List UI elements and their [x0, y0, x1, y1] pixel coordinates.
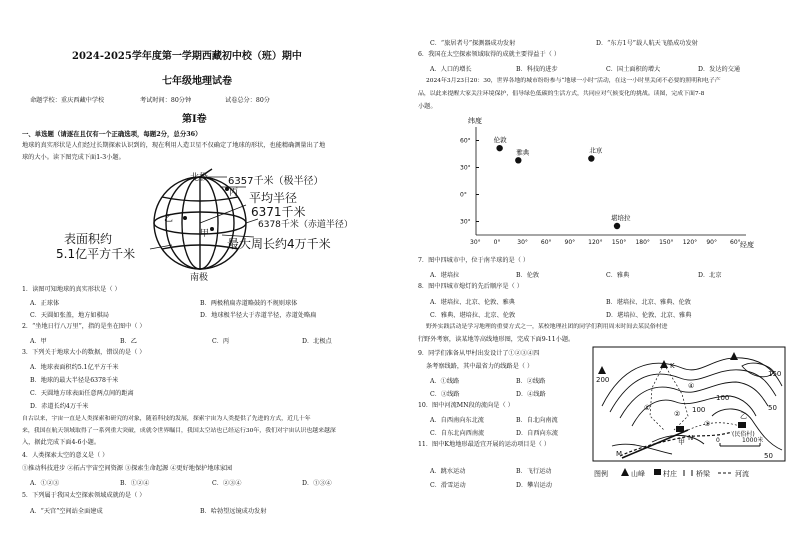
globe-circumference: 最大周长约4万千米: [227, 237, 331, 251]
q3-stem: 3．下列关于地球大小的数据，错误的是（ ）: [22, 349, 146, 356]
map-y-tick: 30°: [460, 164, 471, 172]
q10-option-b[interactable]: B．自北向南流: [516, 417, 558, 424]
globe-avg-value: 6371千米: [251, 205, 306, 219]
q4-option-b[interactable]: B．①②④: [120, 480, 150, 487]
globe-polar-radius: 6357千米（极半径）: [228, 176, 324, 187]
exam-title: 2024-2025学年度第一学期西藏初中校（班）期中: [72, 51, 302, 62]
q4-option-a[interactable]: A．①②③: [30, 480, 60, 487]
q11-option-a[interactable]: A．跳水运动: [430, 468, 466, 475]
q11-option-c[interactable]: C．滑雪运动: [430, 482, 466, 489]
globe-south-label: 南极: [190, 273, 209, 283]
q5-option-c[interactable]: C．“旅居者号”探测器成功发射: [430, 40, 516, 47]
globe-area-value: 5.1亿平方千米: [56, 247, 136, 261]
route-4: ④: [688, 382, 695, 390]
q9-option-a[interactable]: A．①线路: [430, 378, 460, 385]
map-x-tick: 120°: [588, 239, 603, 246]
q6-option-d[interactable]: D．发达的交通: [698, 66, 741, 73]
q2-option-d[interactable]: D．北极点: [302, 338, 332, 345]
q1-option-d[interactable]: D．地球极半径大于赤道半径，赤道处略扁: [200, 312, 317, 319]
part-heading: 一、单选题（请逐在且仅有一个正确选项，每题2分，总分36）: [22, 130, 202, 138]
intro3-line3: 小题。: [418, 103, 437, 110]
city-label: 堪培拉: [611, 214, 631, 222]
q5-option-d[interactable]: D．“东方1号”载人航天飞船成功发射: [596, 40, 698, 47]
city-point: [614, 223, 620, 229]
village-jia-icon: [676, 426, 684, 432]
q9-stem: 9．同学们准备从甲村出发设计了①②③④四: [418, 350, 540, 357]
scale-zero: 0: [716, 437, 720, 444]
map-x-tick: 150°: [611, 239, 627, 246]
intro1-line1: 地球的真实形状是人们经过长期探索认识到的，现在利用人造卫星不仅确定了地球的形状，也能精确测量出了地: [22, 142, 326, 149]
intro4-line1: 野外实践活动是学习地理的重要方式之一，某校地理社团的同学们利用周末时间去某民俗村进: [426, 324, 668, 330]
q6-stem: 6．我国在太空探索领域取得的成就主要得益于（ ）: [418, 51, 561, 58]
q7-option-c[interactable]: C．雅典: [606, 272, 630, 279]
intro2-line2: 来，我国在航天领域取得了一系列重大突破，成就令世界瞩目，我国太空站也已经运行30年，我们对宇宙认识也越来越深: [22, 428, 336, 434]
q2-option-c[interactable]: C．丙: [212, 338, 230, 345]
legend-title: 图例: [594, 470, 608, 478]
map-x-tick: 60°: [730, 239, 741, 246]
q10-option-d[interactable]: D．自西向东流: [516, 430, 559, 437]
q10-stem: 10．图中河流MN段的流向是（ ）: [418, 402, 514, 409]
q11-option-d[interactable]: D．攀岩运动: [516, 482, 552, 489]
city-label: 北京: [589, 146, 603, 155]
legend-peak-label: 山峰: [631, 470, 645, 478]
legend-village-icon: [654, 469, 661, 475]
map-x-tick: 0°: [493, 239, 501, 246]
city-point: [588, 155, 594, 161]
q4-option-c[interactable]: C．②③④: [212, 480, 242, 487]
intro2-line1: 自古以来，宇宙一直是人类探索和研究的对象，随着科技的发展，探索宇宙为人类提供了先进的方式，近几十年: [22, 416, 311, 422]
map-x-tick: 60°: [540, 239, 552, 246]
exam-subtitle: 七年级地理试卷: [162, 76, 232, 87]
map-x-tick: 90°: [706, 239, 718, 246]
legend-peak-icon: [621, 468, 629, 476]
city-point: [515, 157, 521, 163]
legend-bridge-icon: [684, 470, 692, 476]
scale-label: 1000米: [742, 437, 764, 444]
village-yi-label: 乙: [740, 412, 747, 420]
q7-option-a[interactable]: A．堪培拉: [430, 272, 460, 279]
q2-option-b[interactable]: B．乙: [120, 338, 137, 345]
exam-time: 考试时间：80分钟: [140, 97, 192, 104]
map-y-tick: 30°: [460, 218, 471, 226]
q9-option-c[interactable]: C．③线路: [430, 391, 460, 398]
q4-stem: 4．人类探索太空的意义是（ ）: [22, 452, 109, 459]
q8-option-d[interactable]: D．堪培拉、伦敦、北京、雅典: [606, 312, 692, 319]
q6-option-a[interactable]: A．人口的增长: [430, 66, 472, 73]
q2-option-a[interactable]: A．甲: [30, 338, 47, 345]
village-jia-label: 甲: [678, 438, 685, 446]
legend-river-label: 河流: [735, 470, 749, 478]
q3-option-a[interactable]: A．地球表面积约5.1亿平方千米: [30, 364, 119, 371]
q8-option-c[interactable]: C．雅典、堪培拉、北京、伦敦: [430, 312, 516, 319]
intro3-line2: 品，以此来提醒大家关注环境保护，倡导绿色低碳的生活方式，共同应对气候变化的挑战。读图，完成下面7-8: [418, 91, 705, 97]
city-label: 伦敦: [493, 136, 507, 145]
contour-label-200: 200: [596, 376, 610, 384]
route-3: ③: [704, 420, 711, 428]
globe-point-yi: 乙: [164, 214, 174, 224]
q7-stem: 7．图中四城市中，位于南半球的是（ ）: [418, 257, 530, 264]
map-x-tick: 150°: [659, 239, 674, 246]
map-x-tick: 30°: [470, 239, 481, 246]
q3-option-b[interactable]: B．地球的最大半径是6378千米: [30, 377, 119, 384]
route-2: ②: [674, 410, 681, 418]
contour-label-50b: 50: [764, 452, 773, 460]
q8-option-a[interactable]: A．堪培拉、北京、伦敦、雅典: [430, 299, 515, 306]
map-x-label: 经度: [740, 241, 754, 249]
exam-unit: 命题学校：重庆西藏中学校: [30, 97, 105, 104]
point-k: K: [670, 362, 675, 370]
q7-option-b[interactable]: B．伦敦: [516, 272, 540, 279]
q1-option-c[interactable]: C．天圆如张盖，地方如棋局: [30, 312, 109, 319]
q1-option-a[interactable]: A．正球体: [30, 300, 60, 307]
intro3-line1: 2024年3月23日20：30，世界各地的城市纷纷参与“地球一小时”活动，在这一小时里关闭不必要的照明和电子产: [426, 78, 721, 84]
village-name: (民俗村): [732, 431, 755, 438]
latlon-map: [418, 113, 788, 255]
q3-option-c[interactable]: C．天圆地方球表面任意两点间的距离: [30, 390, 134, 397]
globe-area-label: 表面积约: [64, 232, 113, 246]
q10-option-c[interactable]: C．自东北向西南流: [430, 430, 485, 437]
q9-option-d[interactable]: D．④线路: [516, 391, 546, 398]
q1-stem: 1．读图可知地球的真实形状是（ ）: [22, 286, 121, 293]
intro1-line2: 球的大小。读下图完成下面1-3小题。: [22, 154, 125, 161]
q10-option-a[interactable]: A．自西南向东北流: [430, 417, 484, 424]
globe-eq-radius: 6378千米（赤道半径）: [258, 220, 353, 230]
q11-option-b[interactable]: B．飞行运动: [516, 468, 552, 475]
q4-option-d[interactable]: D．①③④: [302, 480, 332, 487]
section-heading: 第Ⅰ卷: [182, 114, 207, 125]
q8-stem: 8．图中四城市熄灯的先后顺序是（ ）: [418, 283, 523, 290]
contour-label-50a: 50: [768, 404, 777, 412]
exam-score: 试卷总分：80分: [225, 97, 270, 104]
q9-stem-line2: 条考察线路，其中最省力的线路是（ ）: [426, 363, 534, 370]
q5-stem: 5．下列属于我国太空探索领域成就的是（ ）: [22, 492, 146, 499]
map-x-tick: 180°: [635, 239, 650, 246]
map-x-tick: 30°: [517, 239, 528, 246]
globe-north-label: 北极: [190, 173, 209, 183]
map-x-tick: 120°: [682, 239, 698, 246]
point-m: M: [616, 450, 623, 458]
q1-option-b[interactable]: B．两极稍扁赤道略鼓的不规则球体: [200, 300, 298, 307]
q8-option-b[interactable]: B．堪培拉、北京、雅典、伦敦: [606, 299, 691, 306]
q3-option-d[interactable]: D．赤道长约4万千米: [30, 403, 89, 410]
point-n: N: [688, 434, 694, 442]
q5-option-b[interactable]: B．哈勃望远镜成功发射: [200, 508, 267, 515]
intro4-line2: 行野外考察，读某地等高线地形图，完成下面9-11小题。: [418, 336, 575, 343]
globe-point-bing: 丙: [229, 188, 239, 198]
q6-option-c[interactable]: C．国土面积的增大: [606, 66, 661, 73]
city-label: 雅典: [516, 148, 530, 157]
contour-label-100b: 100: [716, 394, 730, 402]
q2-stem: 2．“坐地日行八万里”，指的是坐在图中（ ）: [22, 323, 146, 330]
map-y-tick: 0°: [460, 191, 467, 199]
intro2-line3: 入，据此完成下面4-6小题。: [22, 439, 101, 446]
contour-label-100a: 100: [692, 406, 706, 414]
city-point: [496, 145, 502, 151]
legend-bridge-label: 桥梁: [696, 470, 710, 478]
q9-option-b[interactable]: B．②线路: [516, 378, 546, 385]
map-y-label: 纬度: [468, 117, 482, 125]
q4-items: ①推动科技进步 ②拓占宇宙空间资源 ③探索生命起源 ④更好地保护地球家园: [22, 465, 233, 472]
q6-option-b[interactable]: B．科技的进步: [516, 66, 558, 73]
route-1: ①: [644, 404, 651, 412]
map-y-tick: 60°: [460, 137, 471, 145]
map-x-tick: 90°: [564, 239, 576, 246]
globe-avg-label: 平均半径: [249, 191, 298, 205]
q7-option-d[interactable]: D．北京: [698, 272, 722, 279]
q11-stem: 11．图中K地地形最适宜开展的运动项目是（ ）: [418, 441, 551, 448]
contour-label-150: 150: [768, 370, 782, 378]
contour-map: [592, 346, 788, 486]
legend-village-label: 村庄: [663, 470, 677, 478]
q5-option-a[interactable]: A．“天宫”空间站全面建成: [30, 508, 103, 515]
globe-point-jia: 甲: [200, 229, 210, 239]
village-yi-icon: [738, 422, 746, 428]
